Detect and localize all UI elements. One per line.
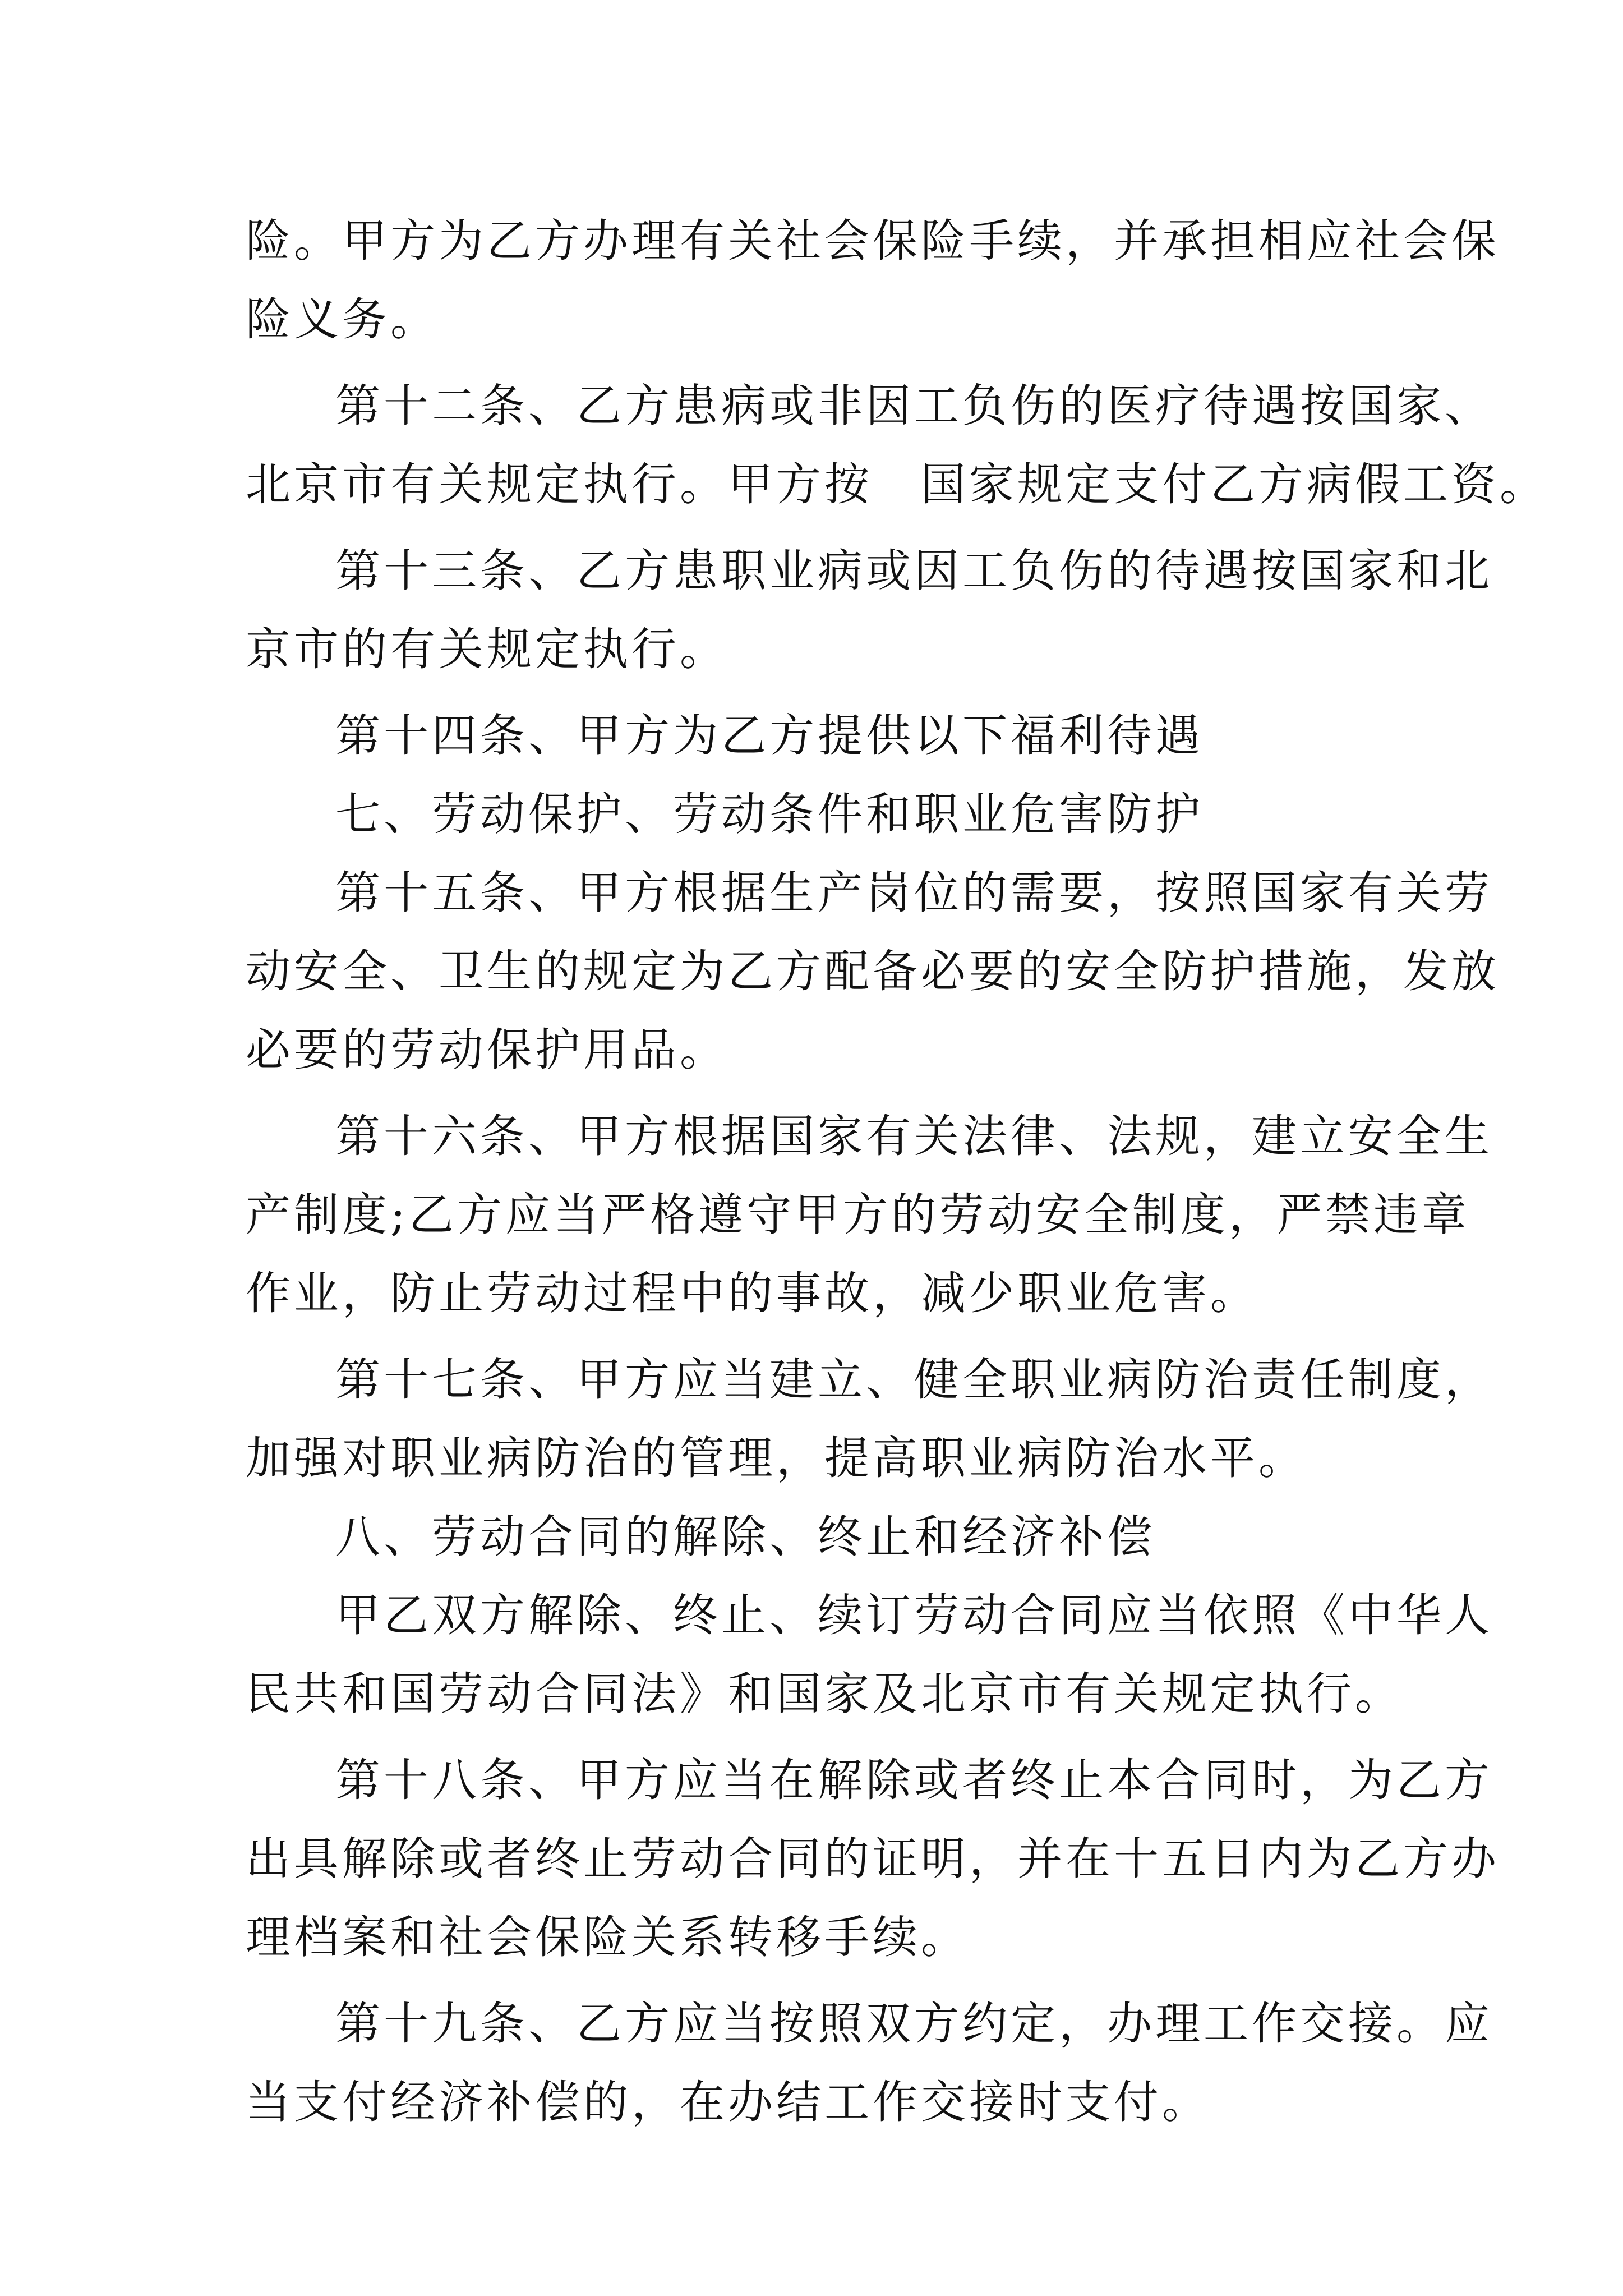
clause-16: 第十六条、甲方根据国家有关法律、法规，建立安全生	[335, 1110, 1493, 1162]
clause-12: 第十二条、乙方患病或非因工负伤的医疗待遇按国家、	[335, 380, 1493, 432]
text-line: 京市的有关规定执行。	[246, 623, 728, 675]
text-line: 产制度;乙方应当严格遵守甲方的劳动安全制度，严禁违章	[246, 1189, 1470, 1241]
paragraph-termination: 甲乙双方解除、终止、续订劳动合同应当依照《中华人	[335, 1589, 1493, 1641]
text-line: 民共和国劳动合同法》和国家及北京市有关规定执行。	[246, 1668, 1403, 1720]
document-body	[246, 202, 1548, 2142]
text-line: 作业，防止劳动过程中的事故，减少职业危害。	[246, 1267, 1258, 1319]
text-line: 当支付经济补偿的，在办结工作交接时支付。	[246, 2076, 1210, 2128]
text-line: 险。甲方为乙方办理有关社会保险手续，并承担相应社会保	[246, 215, 1500, 267]
text-line: 出具解除或者终止劳动合同的证明，并在十五日内为乙方办	[246, 1833, 1500, 1885]
text-line: 理档案和社会保险关系转移手续。	[246, 1911, 969, 1963]
clause-18: 第十八条、甲方应当在解除或者终止本合同时，为乙方	[335, 1754, 1493, 1806]
text-line: 动安全、卫生的规定为乙方配备必要的安全防护措施，发放	[246, 945, 1500, 997]
text-line: 北京市有关规定执行。甲方按 国家规定支付乙方病假工资。	[246, 458, 1548, 510]
section-heading-8: 八、劳动合同的解除、终止和经济补偿	[335, 1511, 1155, 1563]
section-heading-7: 七、劳动保护、劳动条件和职业危害防护	[335, 788, 1204, 840]
text-line: 加强对职业病防治的管理，提高职业病防治水平。	[246, 1432, 1307, 1484]
clause-17: 第十七条、甲方应当建立、健全职业病防治责任制度，	[335, 1354, 1493, 1406]
text-line: 必要的劳动保护用品。	[246, 1024, 728, 1076]
clause-19: 第十九条、乙方应当按照双方约定，办理工作交接。应	[335, 1998, 1493, 2050]
text-line: 险义务。	[246, 293, 439, 346]
clause-14: 第十四条、甲方为乙方提供以下福利待遇	[335, 710, 1204, 762]
clause-13: 第十三条、乙方患职业病或因工负伤的待遇按国家和北	[335, 545, 1493, 597]
clause-15: 第十五条、甲方根据生产岗位的需要，按照国家有关劳	[335, 867, 1493, 919]
